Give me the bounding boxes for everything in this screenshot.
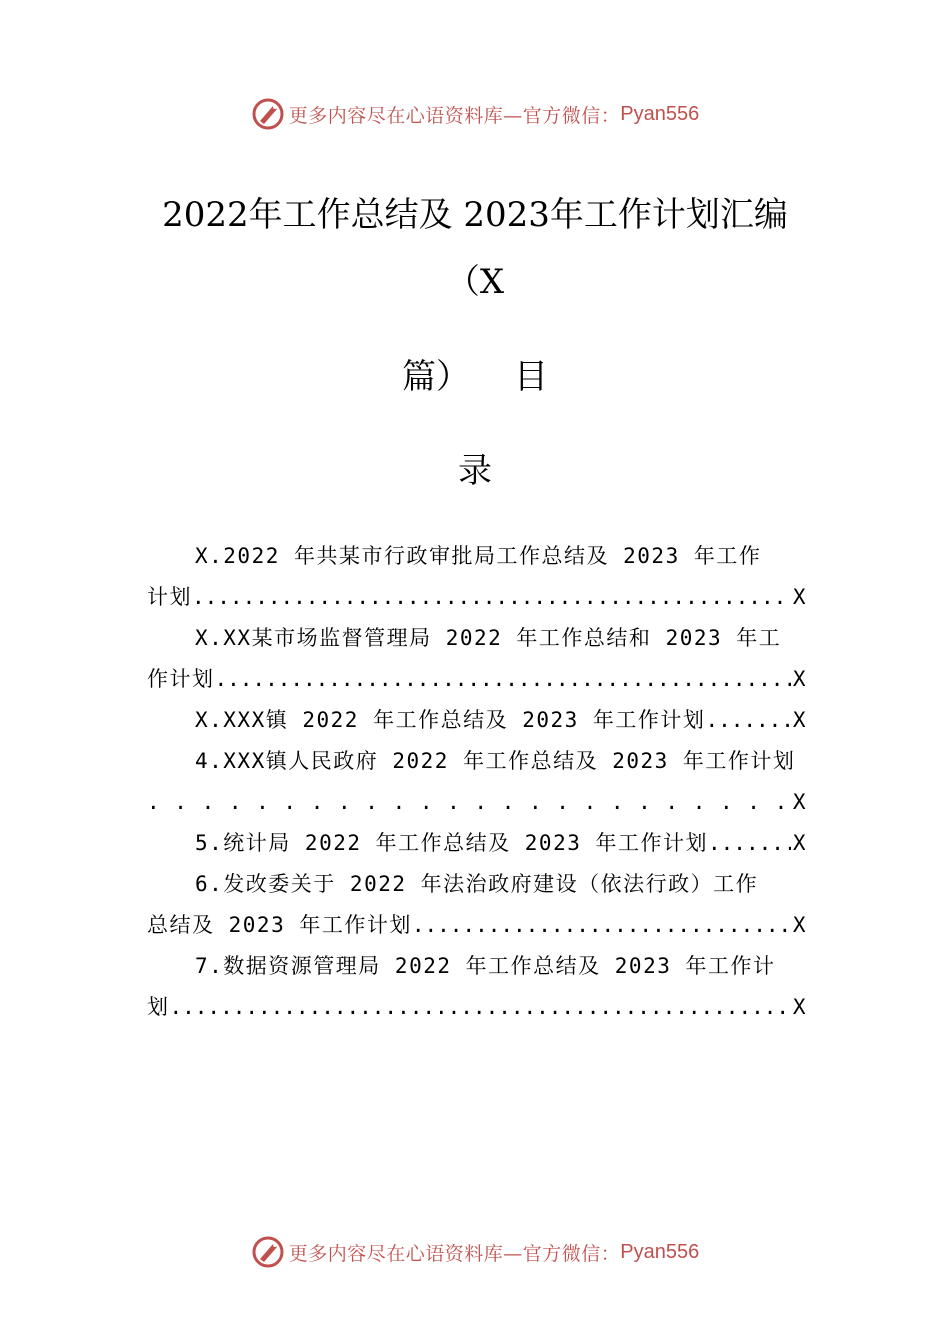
- toc-item-2-page: X: [792, 667, 807, 691]
- toc-item-5[interactable]: [147, 823, 807, 864]
- toc-item-6-page: X: [792, 913, 807, 937]
- pen-logo-icon: [251, 1235, 285, 1269]
- title-piece-count-close: 篇）: [402, 357, 470, 397]
- toc-heading-part2: 录: [458, 451, 492, 491]
- toc-item-1-page: X: [792, 585, 807, 609]
- toc-item-7-line2[interactable]: [147, 987, 807, 1028]
- toc-item-5-text: 5.统计局 2022 年工作总结及 2023 年工作计划: [195, 831, 709, 855]
- footer-banner: [0, 1232, 950, 1272]
- banner-text: 更多内容尽在心语资料库—官方微信：: [288, 1242, 621, 1265]
- toc-item-7-tail: 划: [147, 995, 170, 1019]
- toc-item-1-line1[interactable]: X.2022 年共某市行政审批局工作总结及 2023 年工作: [195, 544, 762, 568]
- toc-item-5-page: X: [792, 831, 807, 855]
- toc-item-4-page: X: [792, 790, 807, 814]
- dot-leader: [147, 782, 791, 823]
- dot-leader: [412, 905, 791, 946]
- dot-leader: [708, 823, 791, 864]
- document-title-count: （X: [445, 262, 505, 302]
- dot-leader: [192, 577, 791, 618]
- table-of-contents: [147, 536, 807, 1028]
- document-title: 2022年工作总结及 2023年工作计划汇编: [162, 195, 788, 235]
- toc-item-6-line1[interactable]: 6.发改委关于 2022 年法治政府建设（依法行政）工作: [195, 872, 759, 896]
- toc-item-6-tail: 总结及 2023 年工作计划: [147, 913, 412, 937]
- toc-item-4-line2[interactable]: [147, 782, 807, 823]
- toc-item-7-line1[interactable]: 7.数据资源管理局 2022 年工作总结及 2023 年工作计: [195, 954, 776, 978]
- toc-item-3-text: X.XXX镇 2022 年工作总结及 2023 年工作计划: [195, 708, 706, 732]
- toc-heading-part1: 目: [514, 357, 548, 397]
- toc-item-1-line2[interactable]: [147, 577, 807, 618]
- toc-item-6-line2[interactable]: [147, 905, 807, 946]
- toc-item-1-tail: 计划: [147, 585, 192, 609]
- banner-wechat-id: Pyan556: [620, 102, 700, 125]
- banner-text: 更多内容尽在心语资料库—官方微信：: [288, 104, 621, 127]
- dot-leader: [215, 659, 791, 700]
- toc-item-3[interactable]: [147, 700, 807, 741]
- toc-item-3-page: X: [792, 708, 807, 732]
- toc-item-2-line1[interactable]: X.XX某市场监督管理局 2022 年工作总结和 2023 年工: [195, 626, 782, 650]
- header-banner: [0, 94, 950, 134]
- toc-item-4-line1[interactable]: 4.XXX镇人民政府 2022 年工作总结及 2023 年工作计划: [195, 749, 796, 773]
- toc-item-7-page: X: [792, 995, 807, 1019]
- dot-leader: [705, 700, 790, 741]
- dot-leader: [170, 987, 791, 1028]
- toc-item-2-line2[interactable]: [147, 659, 807, 700]
- toc-item-2-tail: 作计划: [147, 667, 215, 691]
- pen-logo-icon: [251, 97, 285, 131]
- banner-wechat-id: Pyan556: [620, 1240, 700, 1263]
- document-title-count-end: [0, 357, 950, 397]
